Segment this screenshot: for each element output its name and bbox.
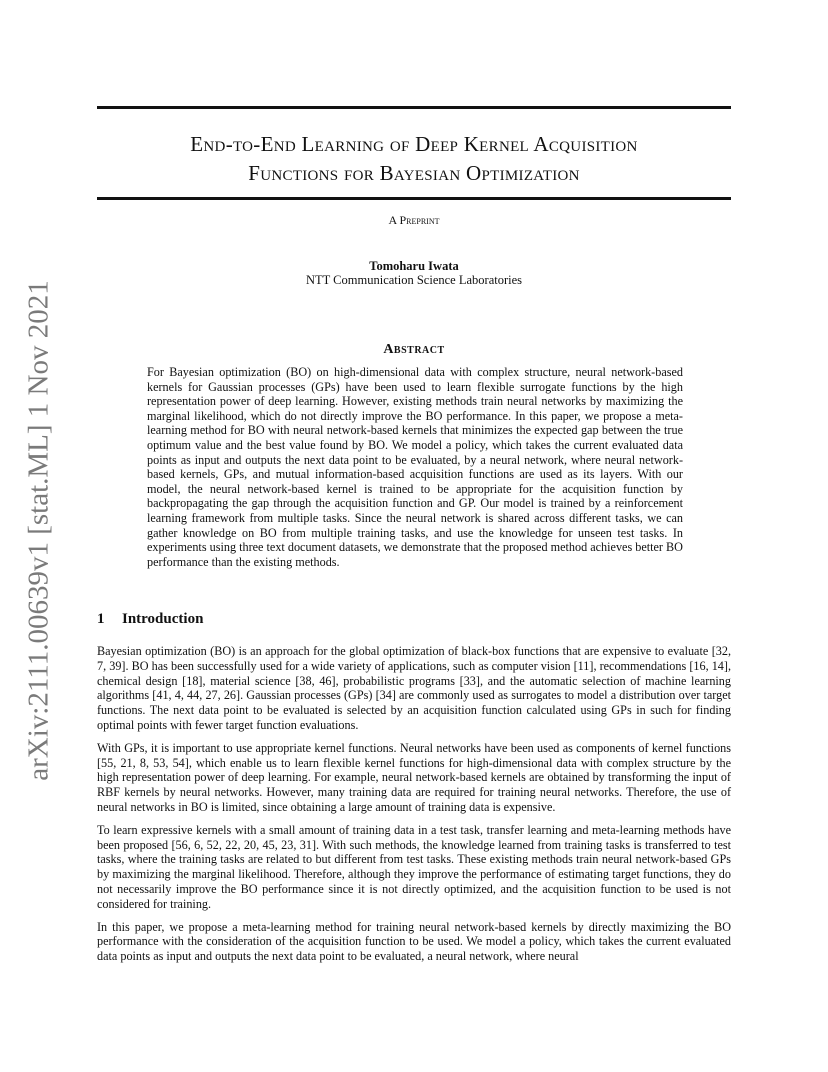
introduction-body [97,644,731,972]
author-name: Tomoharu Iwata [369,259,459,273]
title-line-1: End-to-End Learning of Deep Kernel Acquisition [190,132,638,156]
abstract-text: For Bayesian optimization (BO) on high-dimensional data with complex structure, neural network-based kernels for Gaussian processes (GPs) have been used to learn flexible surrogate functions by the high representation power of deep learning. However, existing methods train neural networks by maximizing the marginal likelihood, which do not directly improve the BO performance. In this paper, we propose a meta-learning method for BO with neural network-based kernels that minimizes the expected gap between the true optimum value and the best value found by BO. We model a policy, which takes the current evaluated data points as input and outputs the next data point to be evaluated, by a neural network, where neural network-based kernels, GPs, and mutual information-based acquisition functions are used as its layers. With our model, the neural network-based kernel is trained to be appropriate for the acquisition function by backpropagating the gap through the acquisition function and GP. Our model is trained by a reinforcement learning framework from multiple tasks. Since the neural network is shared across different tasks, we can gather knowledge on BO from multiple training tasks, and use the knowledge for unseen test tasks. In experiments using three text document datasets, we demonstrate that the proposed method achieves better BO performance than the existing methods. [147,365,683,569]
arxiv-identifier-stamp [18,279,60,781]
section-title: Introduction [122,611,204,627]
paragraph: With GPs, it is important to use appropriate kernel functions. Neural networks have been used as components of kernel functions [55, 21, 8, 53, 54], which enable us to learn flexible kernel functions for high-dimensional data with complex structure by the high representation power of deep learning. For example, neural network-based kernels are obtained by transforming the input of RBF kernels by neural networks. However, many training data are required for training neural networks. Therefore, the use of neural networks in BO is limited, since obtaining a large amount of training data is expensive. [97,740,731,814]
title-top-rule [97,106,731,109]
arxiv-identifier-text: arXiv:2111.00639v1 [stat.ML] 1 Nov 2021 [22,279,55,781]
abstract-heading: Abstract [383,342,445,357]
author-affiliation: NTT Communication Science Laboratories [305,273,523,287]
title-bottom-rule [97,197,731,200]
paragraph: In this paper, we propose a meta-learning method for training neural network-based kernels by directly maximizing the BO performance with the consideration of the acquisition function to be used. We model a policy, which takes the current evaluated data points as input and outputs the next data point to be evaluated, a neural network, where neural [97,919,731,964]
paragraph: Bayesian optimization (BO) is an approach for the global optimization of black-box functions that are expensive to evaluate [32, 7, 39]. BO has been successfully used for a wide variety of applications, such as computer vision [11], recommendations [16, 14], chemical design [18], material science [38, 46], probabilistic programs [33], and the automatic selection of machine learning algorithms [41, 4, 44, 27, 26]. Gaussian processes (GPs) [34] are commonly used as surrogates to model a distribution over target functions. The next data point to be evaluated is selected by an acquisition function calculated using GPs in such for finding optimal points with fewer target function evaluations. [97,644,731,732]
section-number: 1 [97,611,105,627]
preprint-label: A Preprint [388,213,440,227]
paper-title [97,130,731,188]
section-heading [97,611,203,628]
title-line-2: Functions for Bayesian Optimization [248,161,580,185]
paragraph: To learn expressive kernels with a small amount of training data in a test task, transfer learning and meta-learning methods have been proposed [56, 6, 52, 22, 20, 45, 23, 31]. With such methods, the knowledge learned from training tasks is transferred to test tasks, where the training tasks are related to but different from test tasks. These existing methods train neural network-based GPs by maximizing the marginal likelihood. Therefore, although they improve the performance of estimating target functions, they do not necessarily improve the BO performance since it is not directly optimized, and the acquisition function to be used is not considered for training. [97,822,731,911]
